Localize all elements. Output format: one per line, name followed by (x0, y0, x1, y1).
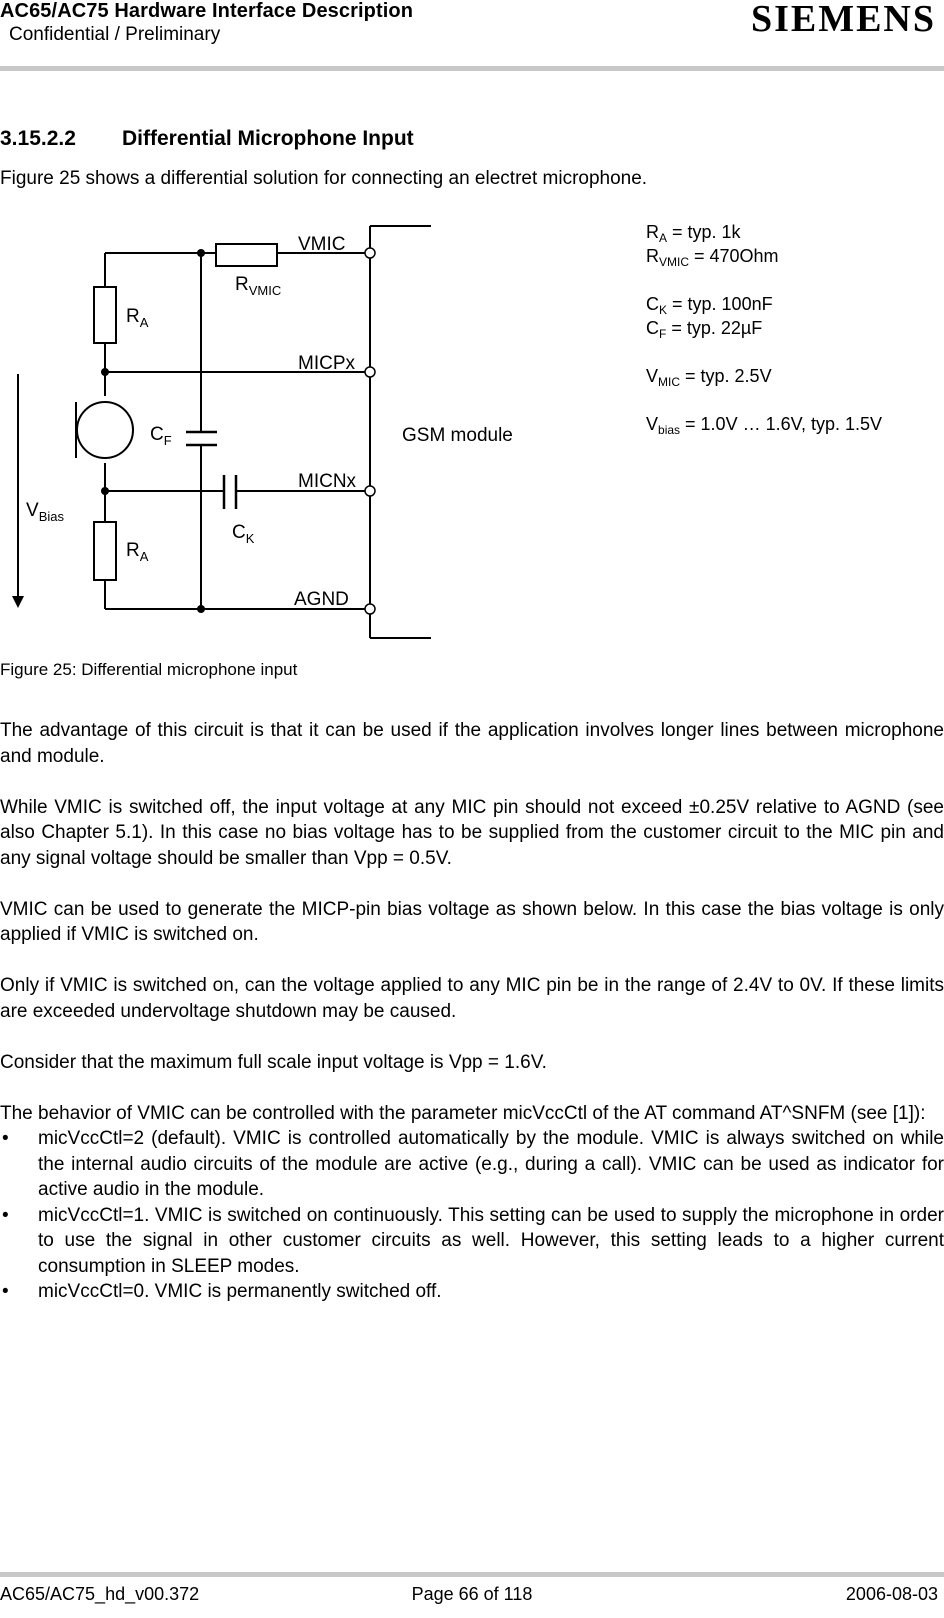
label-agnd: AGND (294, 589, 349, 610)
header-divider (0, 66, 944, 71)
paragraph-vmic-bias: VMIC can be used to generate the MICP-pin bias voltage as shown below. In this case the bias voltage is only applied if VMIC is switched on. (0, 898, 944, 945)
microphone-symbol (76, 402, 133, 458)
footer-date: 2006-08-03 (845, 1584, 938, 1604)
paragraph-behavior: The behavior of VMIC can be controlled with the parameter micVccCtl of the AT command AT^SNFM (see [1]): (0, 1102, 926, 1124)
resistor-rvmic (216, 244, 277, 266)
paragraph-advantage: The advantage of this circuit is that it can be used if the application involves longer lines between microphone and module. (0, 720, 944, 767)
spec-ra: $R_A$ = typ. 1k (646, 222, 741, 245)
label-ck: $C_K$ (232, 522, 255, 546)
pin-vmic-terminal (365, 248, 375, 258)
document-title: AC65/AC75 Hardware Interface Description (0, 0, 414, 22)
spec-rvmic: $R_{VMIC} = 470Ohm$ (646, 246, 779, 269)
list-item: • micVccCtl=0. VMIC is permanently switched off. (0, 1279, 944, 1305)
component-specs (646, 222, 882, 437)
footer-divider (0, 1572, 944, 1577)
label-micnx: MICNx (298, 471, 357, 492)
circuit-diagram (0, 205, 944, 645)
label-vbias: $V_{Bias}$ (26, 500, 64, 524)
paragraph-vmic-off: While VMIC is switched off, the input voltage at any MIC pin should not exceed ±0.25V relative to AGND (see also Chapter 5.1). In this case no bias voltage has to be supplied from the customer circuit to the MIC pin and any signal voltage should be smaller than Vpp = 0.5V. (0, 796, 944, 869)
resistor-ra-top (94, 287, 116, 343)
footer-doc-id: AC65/AC75_hd_v00.372 (0, 1584, 200, 1604)
pin-micpx-terminal (365, 367, 375, 377)
section-number: 3.15.2.2 (0, 127, 76, 150)
siemens-logo: SIEMENS (750, 0, 936, 40)
capacitor-cf (186, 432, 217, 445)
body-text (0, 718, 944, 1305)
vbias-arrow-icon (12, 596, 24, 608)
label-rvmic: $R_{VMIC}$ (235, 274, 282, 298)
intro-text: Figure 25 shows a differential solution for connecting an electret microphone. (0, 168, 648, 189)
spec-vmic: $V_{MIC}$ = typ. 2.5V (646, 366, 772, 389)
micvccctl-list (0, 1126, 944, 1305)
footer-page-number: Page 66 of 118 (411, 1584, 533, 1604)
list-item: • micVccCtl=1. VMIC is switched on continuously. This setting can be used to supply the microphone in order to use the signal in other customer circuits as well. However, this setting leads to a higher current consumption in SLEEP modes. (0, 1203, 944, 1280)
figure-caption: Figure 25: Differential microphone input (0, 660, 298, 679)
spec-vbias: $V_{bias} = 1.0V$ … 1.6V, typ. 1.5V (646, 414, 882, 437)
capacitor-ck (224, 475, 236, 509)
spec-cf: $C_F$ = typ. 22µF (646, 318, 763, 341)
confidentiality-note: Confidential / Preliminary (9, 24, 221, 45)
resistor-ra-bottom (94, 522, 116, 580)
label-ra-top: $R_A$ (126, 306, 149, 330)
list-item: • micVccCtl=2 (default). VMIC is controlled automatically by the module. VMIC is always switched on while the internal audio circuits of the module are active (e.g., during a call). VMIC can be used as indicator for active audio in the module. (0, 1126, 944, 1203)
pin-micnx-terminal (365, 486, 375, 496)
spec-ck: $C_K$ = typ. 100nF (646, 294, 773, 317)
label-micpx: MICPx (298, 353, 355, 374)
label-gsm-module: GSM module (402, 425, 513, 446)
paragraph-full-scale: Consider that the maximum full scale input voltage is Vpp = 1.6V. (0, 1051, 547, 1073)
paragraph-voltage-range: Only if VMIC is switched on, can the voltage applied to any MIC pin be in the range of 2.4V to 0V. If these limits are exceeded undervoltage shutdown may be caused. (0, 975, 944, 1022)
label-cf: $C_F$ (150, 424, 172, 448)
label-ra-bottom: $R_A$ (126, 540, 149, 564)
section-heading (0, 127, 414, 151)
section-title: Differential Microphone Input (122, 127, 414, 150)
label-vmic: VMIC (298, 234, 346, 255)
pin-agnd-terminal (365, 604, 375, 614)
